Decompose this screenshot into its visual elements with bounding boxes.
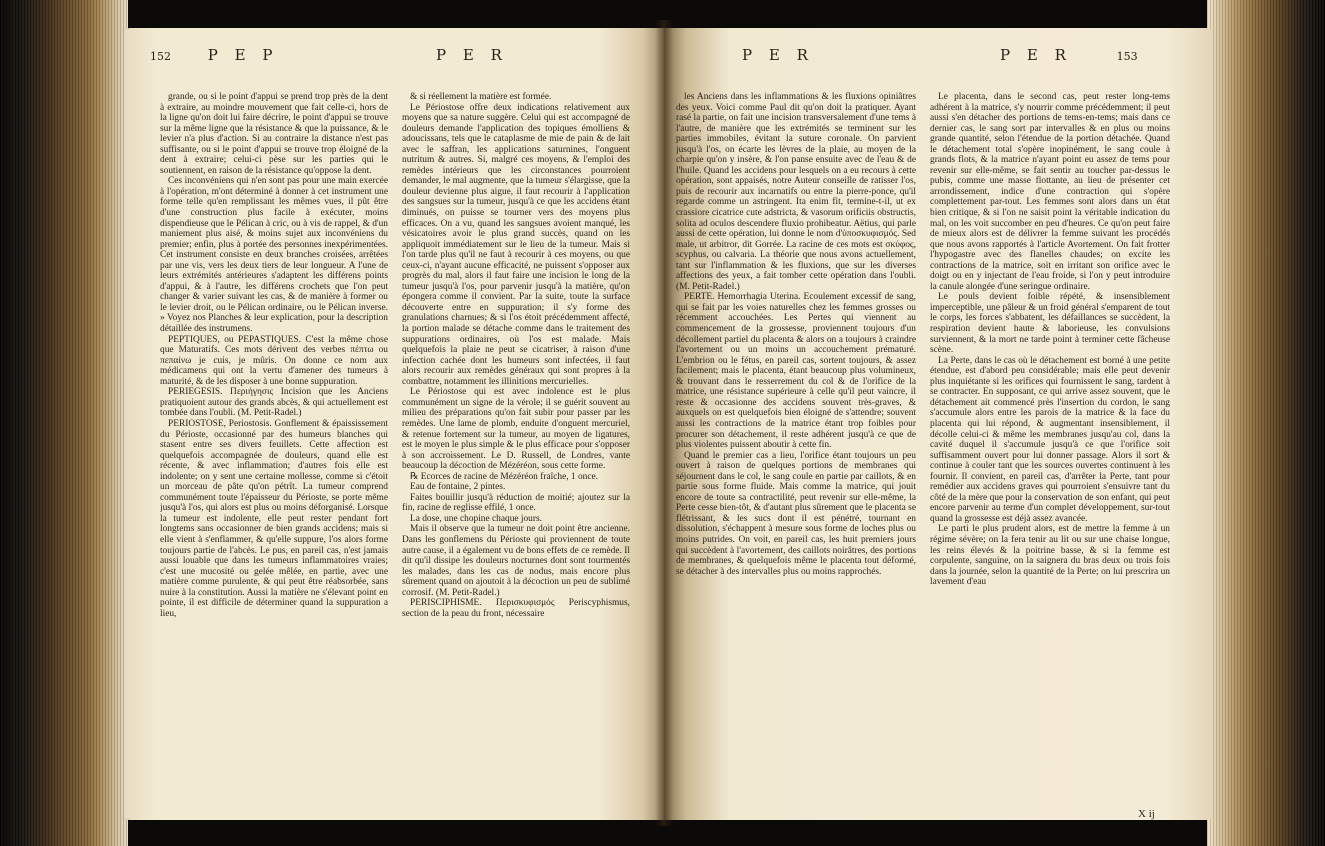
paragraph: PEPTIQUES, ou PEPASTIQUES. C'est la même chose que Maturatifs. Ces mots dérivent des verbes πέπτω ou πεπαίνω je cuis, je mûris. On donne ce nom aux médicamens qui ont la vertu d'amener des tumeurs à maturité, & de les disposer à une bonne suppuration. [160,334,388,387]
left-header-2 [436,46,508,68]
paragraph: ℞ Ecorces de racine de Mézéréon fraîche, 1 once. [410,471,598,482]
right-column-2 [930,92,1170,804]
paragraph: Eau de fontaine, 2 pintes. [410,482,506,493]
paragraph: Le placenta, dans le second cas, peut rester long-tems adhérent à la matrice, s'y nourrir comme précédemment; il peut aussi s'en détacher des portions de tems-en-tems; mais dans ce dernier cas, le sang sort par intervalles & en plus ou moins grande quantité, selon l'étendue de la portion détachée. Quand le détachement total s'opère inopinément, le sang coule à grands flots, & la matrice n'ayant point eu assez de tems pour revenir sur elle-même, se fait sentir au toucher par-dessus le pubis, comme une masse flottante, au lieu de présenter cet arrondissement, indice d'une contraction qui s'opère complettement par-tout. Les femmes sont alors dans un état bien critique, & si l'on ne saisit point la véritable indication du mal, on les voit succomber en peu d'heures. Ce qu'on peut faire de mieux alors est de délivrer la femme suivant les procédés que nous avons rapportés à l'article Avortement. On fait frotter l'hypogastre avec des flanelles chaudes; on excite les contractions de la matrice, soit en irritant son orifice avec le doigt ou en y injectant de l'eau froide, si l'on y peut introduire la canule alongée d'une seringue ordinaire. [930,92,1170,292]
paragraph: grande, ou si le point d'appui se prend trop près de la dent à extraire, au moindre mouvement que fait celle-ci, hors de la ligne qu'on doit lui faire décrire, le point d'appui se trouve sur la même ligne que la résistance & que la puissance, & le levier n'a plus d'action. Si au contraire la distance n'est pas suffisante, ou si le point d'appui se trouve trop éloigné de la dent à extraire; celui-ci pèse sur les parties qui le soutiennent, en raison de la résistance qu'oppose la dent. [160,92,388,176]
right-folio: 153 [1116,50,1138,63]
paragraph: PERTE. Hemorrhagia Uterina. Ecoulement excessif de sang, qui se fait par les voies naturelles chez les femmes grosses ou récemment accouchées. Les Pertes qui viennent au commencement de la grossesse, proviennent toujours d'un décollement partiel du placenta & alors on a toujours à craindre l'avortement ou un moins un accouchement prématuré. L'embrion ou le fétus, en pareil cas, sortent toujours, & assez facilement; mais le placenta, étant beaucoup plus volumineux, & trouvant dans le resserrement du col & de l'orifice de la matrice, une résistance supérieure à celle qu'il peut vaincre, il reste & occasionne des accidens souvent très-graves, & auxquels on est quelquefois bien éloigné de s'attendre; souvent aussi les contractions de la matrice étant trop foibles pour procurer son détachement, il reste adhérent jusqu'à ce que de plus violentes puissent aboutir à cette fin. [676,292,916,451]
paragraph: Faites bouillir jusqu'à réduction de moitié; ajoutez sur la fin, racine de reglisse effilé, 1 once. [402,492,630,514]
right-header [742,46,814,68]
left-running-head-2: P E R [436,46,508,64]
paragraph: Mais il observe que la tumeur ne doit point être ancienne. Dans les gonflemens du Périoste qui proviennent de toute autre cause, il a également vu de bons effets de ce remède. Il dit qu'il dissipe les douleurs nocturnes dont sont tourmentés les malades, dans les cas de nodus, mais encore plus sûrement quand on ajoutoit à la décoction un peu de sublimé corrosif. (M. Petit-Radel.) [402,524,630,598]
right-running-head-2: P E R [1000,46,1072,64]
paragraph: Le pouls devient foible répété, & insensiblement imperceptible, une pâleur & un froid général s'emparent de tout le corps, les forces s'abbatent, les défaillances se succèdent, la respiration devient haute & laborieuse, les convulsions surviennent, & la mort ne tarde point à terminer cette fâcheuse scène. [930,292,1170,356]
right-running-head: P E R [742,46,814,64]
paragraph: & si réellement la matière est formée. [410,92,552,102]
paragraph: PERISCIPHISME. Περισκυφισμός Periscyphismus, section de la peau du front, nécessaire [402,598,630,619]
left-column-1 [160,92,388,814]
left-column-2 [402,92,630,814]
left-header [150,46,278,68]
paragraph: Le parti le plus prudent alors, est de mettre la femme à un régime sévère; on la fera tenir au lit ou sur une chaise longue, les reins élevés & la poitrine basse, & si la femme est corpulente, sanguine, on la saignera du bras deux ou trois fois dans la journée, selon la quantité de la Perte; on lui prescrira un lavement d'eau [930,524,1170,588]
paragraph: Le Périostose offre deux indications relativement aux moyens que sa nature suggère. Celui qui est accompagné de douleurs demande l'application des topiques émolliens & adoucissans, tels que le cataplasme de mie de pain & de lait avec le saffran, les applications saturnines, l'onguent nutritum & autres. Si, malgré ces moyens, & l'emploi des remèdes intérieurs que les circonstances pourroient demander, le mal augmente, que la tumeur s'élargisse, que la douleur devienne plus aigue, il faut recourir à l'application des sangsues sur la tumeur, jusqu'à ce que les accidens étant diminués, on puisse se tourner vers des moyens plus efficaces. On a vu, quand les sangsues avoient manqué, les vésicatoires avoir le plus grand succès, quand on les appliquoit immédiatement sur le lieu de la tumeur. Mais si l'on tarde plus qu'il ne faut à recourir à ces moyens, ou que ceux-ci, n'ayant aucune efficacité, ne puissent s'opposer aux progrès du mal, alors il faut faire une incision le long de la tumeur jusqu'à l'os, pour parvenir jusqu'à la matière, qu'on épongera comme il convient. Par la suite, toute la surface découverte entre en suppuration; il s'y forme des granulations charnues; & si l'os étoit précédemment affecté, la portion malade se détache comme dans le traitement des suppurations ordinaires, où l'os est malade. Mais quelquefois la plaie ne peut se cicatriser, à raison d'une infection cachée dont les humeurs sont infectées, il faut alors recourir aux remèdes généraux qui sont propres à la combattre, notamment les illinitions mercurielles. [402,102,630,387]
paragraph: les Anciens dans les inflammations & les fluxions opiniâtres des yeux. Voici comme Paul dit qu'on doit la pratiquer. Ayant rasé la partie, on fait une incision transversalement d'une tems à l'autre, de manière que les extrémités se terminent sur les parties immobiles, évitant la suture coronale. On parvient jusqu'à l'os, on écarte les lèvres de la plaie, au moyen de la charpie qu'on y insère, & l'on panse ensuite avec de l'eau & de l'huile. Quand les accidens pour lesquels on a eu recours à cette opération, sont appaisés, notre Auteur conseille de ratisser l'os, puis de recourir aux incarnatifs ou entre la pierre-ponce, qu'il regarde comme un astringent. Ita enim fit, termine-t-il, ut ex crassiore cicatrice cute adstricta, & vasorum orificiis obstructis, solita ad oculos descendere fluxio prohibeatur. Aëtius, qui parle aussi de cette opération, lui donne le nom d'ὑποσκυφισμός. Sed male, ut arbitror, dit Gorrée. La racine de ces mots est σκύφος, scyphus, ou calvaria. La théorie que nous avons actuellement, tant sur l'inflammation & les fluxions, que sur les diverses affections des yeux, a fait tomber cette opération dans l'oubli. (M. Petit-Radel.) [676,92,916,292]
book-gutter [655,20,673,826]
right-column-1 [676,92,916,814]
paragraph: La Perte, dans le cas où le détachement est borné à une petite étendue, est d'abord peu considérable; mais elle peut devenir plus inquiétante si les orifices qui fournissent le sang, tardent à se contracter. En supposant, ce qui arrive assez souvent, que le détachement ait commencé près l'insertion du cordon, le sang s'accumule alors entre les parois de la matrice & la face du placenta qui lui répond, & augmentant insensiblement, il décolle celui-ci & même les membranes jusqu'au col, dans la cavité duquel il s'accumule jusqu'à ce que l'orifice soit suffisamment ouvert pour lui donner passage. Alors il sort & continue à couler tant que les sources ouvertes continuent à les fournir. Il convient, en pareil cas, d'arrêter la Perte, tant pour remédier aux accidens graves qui pourroient s'ensuivre tant du côté de la mère que pour la conservation de son enfant, qui peut encore parvenir au terme d'un complet développement, sur-tout quand la grossesse est déjà assez avancée. [930,355,1170,524]
paragraph: PERIOSTOSE, Periostosis. Gonflement & épaississement du Périoste, occasionné par des humeurs blanches qui stasent entre ses divers feuillets. Cette affection est quelquefois accompagnée de douleurs, quand elle est récente, & avec inflammation; d'autres fois elle est indolente; on y sent une certaine mollesse, comme si c'étoit un morceau de pâte qu'on pétrît. La tumeur comprend communément toute l'épaisseur du Périoste, se porte même jusqu'à l'os, qui alors est plus ou moins déforganisé. Lorsque la tumeur est indolente, elle peut rester pendant fort longtems sans occasionner de bien grands accidens; mais si elle vient à s'enflammer, & qu'elle suppure, l'os alors forme toujours partie de l'abcès. Le pus, en pareil cas, n'est jamais aussi louable que dans les tumeurs inflammatoires vraies; c'est une mucosité ou gelée mêlée, en partie, avec une matière comme purulente, & qui peut être réabsorbée, sans nuire à la constitution. Aussi la matière ne s'élevant point en pointe, il est difficile de déterminer quand la suppuration a lieu, [160,418,388,619]
paragraph: Quand le premier cas a lieu, l'orifice étant toujours un peu ouvert à raison de quelques portions de membranes qui séjournent dans le col, le sang coule en partie par caillots, & en partie sous forme fluide. Mais comme la matrice, qui jouit encore de toute sa contractilité, peut revenir sur elle-même, la Perte cesse bien-tôt, & d'autant plus sûrement que le placenta se flétrissant, & les sucs dont il est pénétré, tournant en dissolution, s'échappent à mesure sous forme de loches plus ou moins putrides. On voit, en pareil cas, les huit premiers jours qui succèdent à l'avortement, des caillots noirâtres, des portions de membranes, & quelquefois même le placenta tout déformé, se détacher à des intervalles plus ou moins rapprochés. [676,450,916,577]
paragraph: La dose, une chopine chaque jours. [410,513,542,524]
paragraph: PERIEGESIS. Περιήγησις Incision que les Anciens pratiquoient autour des grands abcès, & qui actuellement est tombée dans l'oubli. (M. Petit-Radel.) [160,387,388,419]
paragraph: Ces inconvéniens qui n'en sont pas pour une main exercée à l'opération, m'ont déterminé à donner à cet instrument une forme telle qu'en remplissant les mêmes vues, il pût être d'une construction plus facile à exécuter, moins dispendieuse que le Pélican à cric, ou à vis de rappel, & d'un maniement plus aisé, & moins sujet aux inconvéniens du premier; enfin, plus à portée des personnes inexpérimentées. Cet instrument consiste en deux branches croisées, arrêtées par une vis, vers les deux tiers de leur longueur. A l'une de leurs extrémités antérieures s'adaptent les différens points d'appui, & à l'autre, les différens crochets que l'on peut changer & varier suivant les cas, & de manière à former ou le levier droit, ou le Pélican ordinaire, ou le Pélican inverse. » Voyez nos Planches & leur explication, pour la description détaillée des instrumens. [160,176,388,335]
signature-mark: X ij [1138,808,1155,820]
right-page-edges [1207,0,1325,846]
left-page-edges [0,0,128,846]
left-folio: 152 [150,50,171,63]
left-running-head: P E P [207,46,279,64]
paragraph: Le Périostose qui est avec indolence est le plus communément un signe de la vérole; il se guérit souvent au milieu des préparations qu'on fait subir pour passer par les remèdes. Une lame de plomb, enduite d'onguent mercuriel, & retenue fortement sur la tumeur, au moyen de ligatures, est le moyen le plus simple & le plus efficace pour s'opposer à son accroissement. Le D. Russell, de Londres, vante beaucoup la décoction de Mézéréon, sous cette forme. [402,387,630,472]
right-header-2 [1000,46,1138,68]
